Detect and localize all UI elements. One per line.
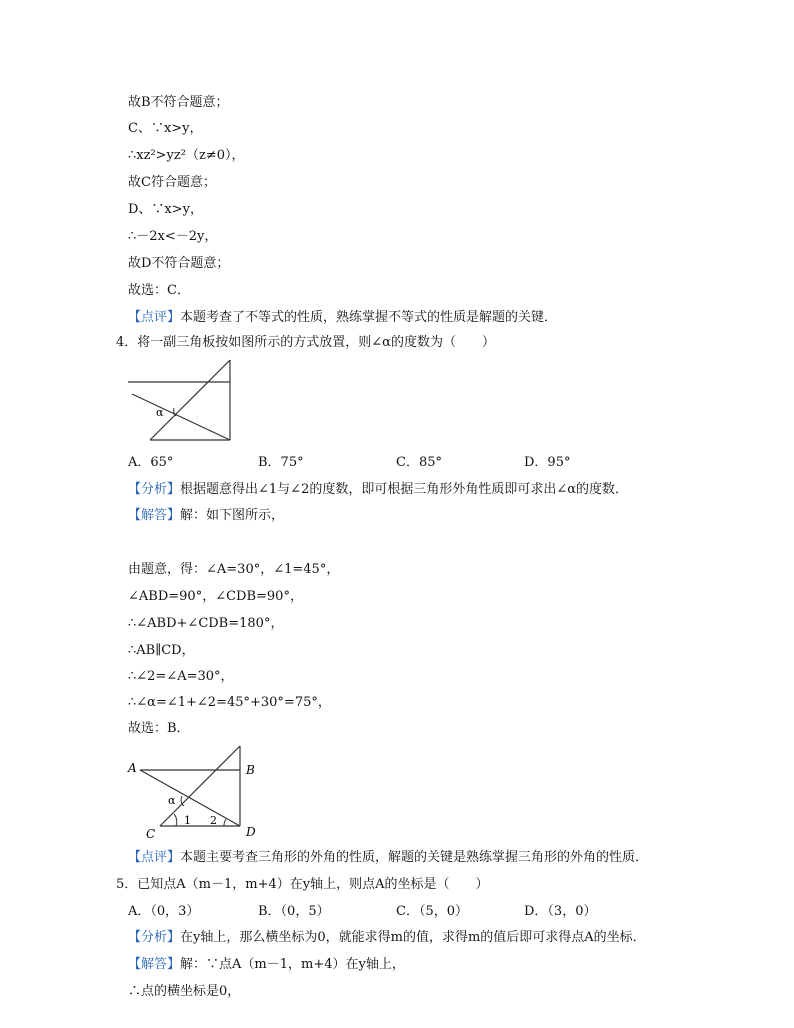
label-d: D xyxy=(246,825,256,839)
line-c-derive: ∴xz²>yz²（z≠0）， xyxy=(128,148,245,163)
label-c: C xyxy=(146,827,156,841)
q5-analysis xyxy=(128,929,646,947)
label-alpha: α xyxy=(168,794,176,807)
q5-option-c: C．（5，0） xyxy=(396,904,468,919)
q5-option-b: B．（0，5） xyxy=(258,904,330,919)
review-text: 本题考查了不等式的性质，熟练掌握不等式的性质是解题的关键． xyxy=(180,310,558,325)
q4-review xyxy=(128,849,648,867)
angle-2-arc xyxy=(224,819,226,826)
analysis-text: 在y轴上，那么横坐标为0，就能求得m的值，求得m的值后即可求得点A的坐标． xyxy=(180,930,646,945)
q4-answer xyxy=(128,507,284,525)
line-d-derive: ∴－2x<－2y， xyxy=(128,229,218,244)
q5-option-d: D．（3，0） xyxy=(524,904,597,919)
q5-option-a: A．（0，3） xyxy=(128,904,200,919)
q5-answer xyxy=(128,956,405,974)
q4-option-c: C．85° xyxy=(396,455,442,470)
answer-tag: 【解答】 xyxy=(128,508,181,523)
q4-step-2: ∠ABD=90°，∠CDB=90°， xyxy=(128,589,303,604)
q5-last-line: ∴点的横坐标是0， xyxy=(128,984,241,999)
review-tag: 【点评】 xyxy=(128,850,181,865)
answer-text: 解：∵点A（m－1，m+4）在y轴上， xyxy=(180,957,405,972)
hypotenuse-2 xyxy=(132,394,230,440)
line-d-not: 故D不符合题意； xyxy=(128,256,230,271)
q4-option-a: A．65° xyxy=(128,455,174,470)
label-a: A xyxy=(128,761,137,775)
line-b-not: 故B不符合题意； xyxy=(128,95,229,110)
angle-1-arc xyxy=(174,814,177,826)
q4-step-1: 由题意，得：∠A=30°，∠1=45°， xyxy=(128,562,340,577)
label-angle-2: 2 xyxy=(210,814,217,827)
q4-step-5: ∴∠2=∠A=30°， xyxy=(128,669,234,684)
analysis-tag: 【分析】 xyxy=(128,930,181,945)
q4-stem: 4．将一副三角板按如图所示的方式放置，则∠α的度数为（ ） xyxy=(116,335,495,350)
line-c-fits: 故C符合题意； xyxy=(128,175,216,190)
review-tag: 【点评】 xyxy=(128,310,181,325)
line-c-given: C、∵x>y， xyxy=(128,121,203,136)
answer-tag: 【解答】 xyxy=(128,957,181,972)
alpha-label: α xyxy=(156,406,164,419)
line-c-top xyxy=(160,746,240,826)
label-b: B xyxy=(246,763,255,777)
q4-analysis xyxy=(128,481,628,499)
q4-figure xyxy=(126,358,236,444)
review-text: 本题主要考查三角形的外角的性质，解题的关键是熟练掌握三角形的外角的性质． xyxy=(180,850,649,865)
q5-stem: 5．已知点A（m－1，m+4）在y轴上，则点A的坐标是（ ） xyxy=(116,877,489,892)
review-1 xyxy=(128,309,557,327)
analysis-text: 根据题意得出∠1与∠2的度数，即可根据三角形外角性质即可求出∠α的度数． xyxy=(180,482,629,497)
line-d-given: D、∵x>y， xyxy=(128,202,203,217)
analysis-tag: 【分析】 xyxy=(128,482,181,497)
line-choose-c: 故选：C． xyxy=(128,283,190,298)
q4-step-7: 故选：B． xyxy=(128,721,190,736)
q4-option-d: D．95° xyxy=(524,455,571,470)
q4-solution-figure xyxy=(126,744,266,840)
q4-option-b: B．75° xyxy=(258,455,304,470)
q4-step-3: ∴∠ABD+∠CDB=180°， xyxy=(128,616,284,631)
q4-step-6: ∴∠α=∠1+∠2=45°+30°=75°， xyxy=(128,695,331,710)
label-angle-1: 1 xyxy=(184,814,191,827)
answer-text: 解：如下图所示， xyxy=(180,508,285,523)
q4-step-4: ∴AB∥CD， xyxy=(128,643,195,658)
